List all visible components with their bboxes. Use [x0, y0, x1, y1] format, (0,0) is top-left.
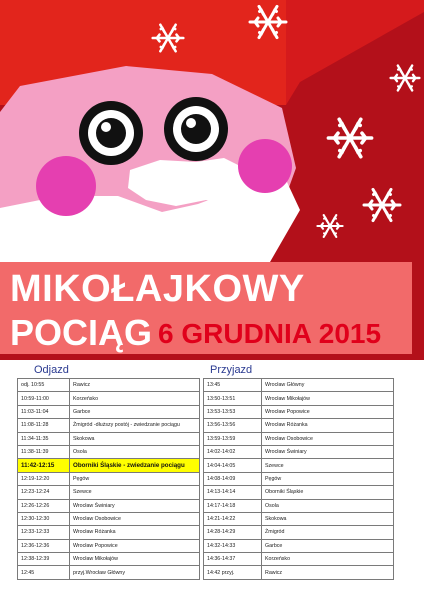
- departure-station-cell: przyj.Wrocław Główny: [70, 566, 200, 579]
- arrival-time-cell: 14:13-14:14: [204, 486, 262, 499]
- arrival-station-cell: Wrocław Mikołajów: [262, 392, 394, 405]
- departure-station-cell: Wrocław Mikołajów: [70, 553, 200, 566]
- arrival-time-cell: 14:32-14:33: [204, 539, 262, 552]
- arrival-time-cell: 14:17-14:18: [204, 499, 262, 512]
- arrival-time-cell: 14:04-14:05: [204, 459, 262, 472]
- table-row: [18, 379, 394, 392]
- departure-station-cell: Skokowa: [70, 432, 200, 445]
- arrival-time-cell: 13:45: [204, 379, 262, 392]
- departure-time-cell: 12:33-12:33: [18, 526, 70, 539]
- table-row: [18, 405, 394, 418]
- arrival-station-cell: Wrocław Różanka: [262, 419, 394, 432]
- departure-station-cell: Oborniki Śląskie - zwiedzanie pociągu: [70, 459, 200, 472]
- arrival-time-cell: 14:02-14:02: [204, 445, 262, 458]
- departure-station-cell: Wrocław Różanka: [70, 526, 200, 539]
- arrival-station-cell: Korzeńsko: [262, 553, 394, 566]
- departure-time-cell: 12:30-12:30: [18, 512, 70, 525]
- arrival-time-cell: 14:28-14:29: [204, 526, 262, 539]
- departure-station-cell: Garbce: [70, 405, 200, 418]
- departure-station-cell: Osola: [70, 445, 200, 458]
- table-row: [18, 392, 394, 405]
- arrival-station-cell: Szewce: [262, 459, 394, 472]
- arrival-time-cell: 14:21-14:22: [204, 512, 262, 525]
- arrival-station-cell: Wrocław Popowice: [262, 405, 394, 418]
- table-row: [18, 419, 394, 432]
- arrival-station-cell: Skokowa: [262, 512, 394, 525]
- arrival-station-cell: Wrocław Osobowice: [262, 432, 394, 445]
- left-pupil: [96, 118, 126, 148]
- table-row: [18, 512, 394, 525]
- timetable: [17, 378, 394, 580]
- poster-title-line2: POCIĄG: [10, 312, 153, 353]
- departure-time-cell: 11:38-11:39: [18, 445, 70, 458]
- arrival-time-cell: 13:50-13:51: [204, 392, 262, 405]
- departure-station-cell: Korzeńsko: [70, 392, 200, 405]
- departure-time-cell: 12:38-12:39: [18, 553, 70, 566]
- poster-title-line1: MIKOŁAJKOWY: [10, 268, 305, 310]
- arrival-time-cell: 14:42 przyj.: [204, 566, 262, 579]
- arrival-station-cell: Oborniki Śląskie: [262, 486, 394, 499]
- departure-time-cell: 11:03-11:04: [18, 405, 70, 418]
- arrival-station-cell: Wrocław Główny: [262, 379, 394, 392]
- arrival-time-cell: 14:36-14:37: [204, 553, 262, 566]
- arrival-time-cell: 13:53-13:53: [204, 405, 262, 418]
- left-cheek: [36, 156, 96, 216]
- table-row: [18, 459, 394, 472]
- right-cheek: [238, 139, 292, 193]
- departure-station-cell: Szewce: [70, 486, 200, 499]
- departure-time-cell: 11:08-11:28: [18, 419, 70, 432]
- right-eye-highlight: [186, 118, 196, 128]
- departure-station-cell: Żmigród -dłuższy postój - zwiedzanie pociągu: [70, 419, 200, 432]
- departure-time-cell: 10:59-11:00: [18, 392, 70, 405]
- arrival-time-cell: 13:59-13:59: [204, 432, 262, 445]
- departure-time-cell: 12:23-12:24: [18, 486, 70, 499]
- poster-date: 6 GRUDNIA 2015: [158, 318, 382, 349]
- arrival-station-cell: Garbce: [262, 539, 394, 552]
- arrival-time-cell: 14:08-14:09: [204, 472, 262, 485]
- arrival-station-cell: Rawicz: [262, 566, 394, 579]
- table-row: [18, 432, 394, 445]
- table-row: [18, 553, 394, 566]
- departure-time-cell: 12:26-12:26: [18, 499, 70, 512]
- table-row: [18, 472, 394, 485]
- table-row: [18, 566, 394, 579]
- departure-time-cell: 11:42-12:15: [18, 459, 70, 472]
- departure-time-cell: odj. 10:55: [18, 379, 70, 392]
- departure-time-cell: 11:34-11:35: [18, 432, 70, 445]
- departure-header: Odjazd: [34, 364, 69, 376]
- departure-station-cell: Wrocław Osobowice: [70, 512, 200, 525]
- departure-time-cell: 12:19-12:20: [18, 472, 70, 485]
- arrival-station-cell: Wrocław Świniary: [262, 445, 394, 458]
- left-eye-highlight: [101, 122, 111, 132]
- departure-station-cell: Pęgów: [70, 472, 200, 485]
- arrival-header: Przyjazd: [210, 364, 253, 376]
- table-row: [18, 499, 394, 512]
- arrival-time-cell: 13:56-13:56: [204, 419, 262, 432]
- departure-station-cell: Wrocław Świniary: [70, 499, 200, 512]
- arrival-station-cell: Pęgów: [262, 472, 394, 485]
- departure-station-cell: Wrocław Popowice: [70, 539, 200, 552]
- departure-station-cell: Rawicz: [70, 379, 200, 392]
- departure-time-cell: 12:36-12:36: [18, 539, 70, 552]
- arrival-station-cell: Żmigród: [262, 526, 394, 539]
- table-row: [18, 445, 394, 458]
- table-row: [18, 539, 394, 552]
- arrival-station-cell: Osola: [262, 499, 394, 512]
- departure-time-cell: 12:45: [18, 566, 70, 579]
- table-row: [18, 526, 394, 539]
- right-pupil: [181, 114, 211, 144]
- table-row: [18, 486, 394, 499]
